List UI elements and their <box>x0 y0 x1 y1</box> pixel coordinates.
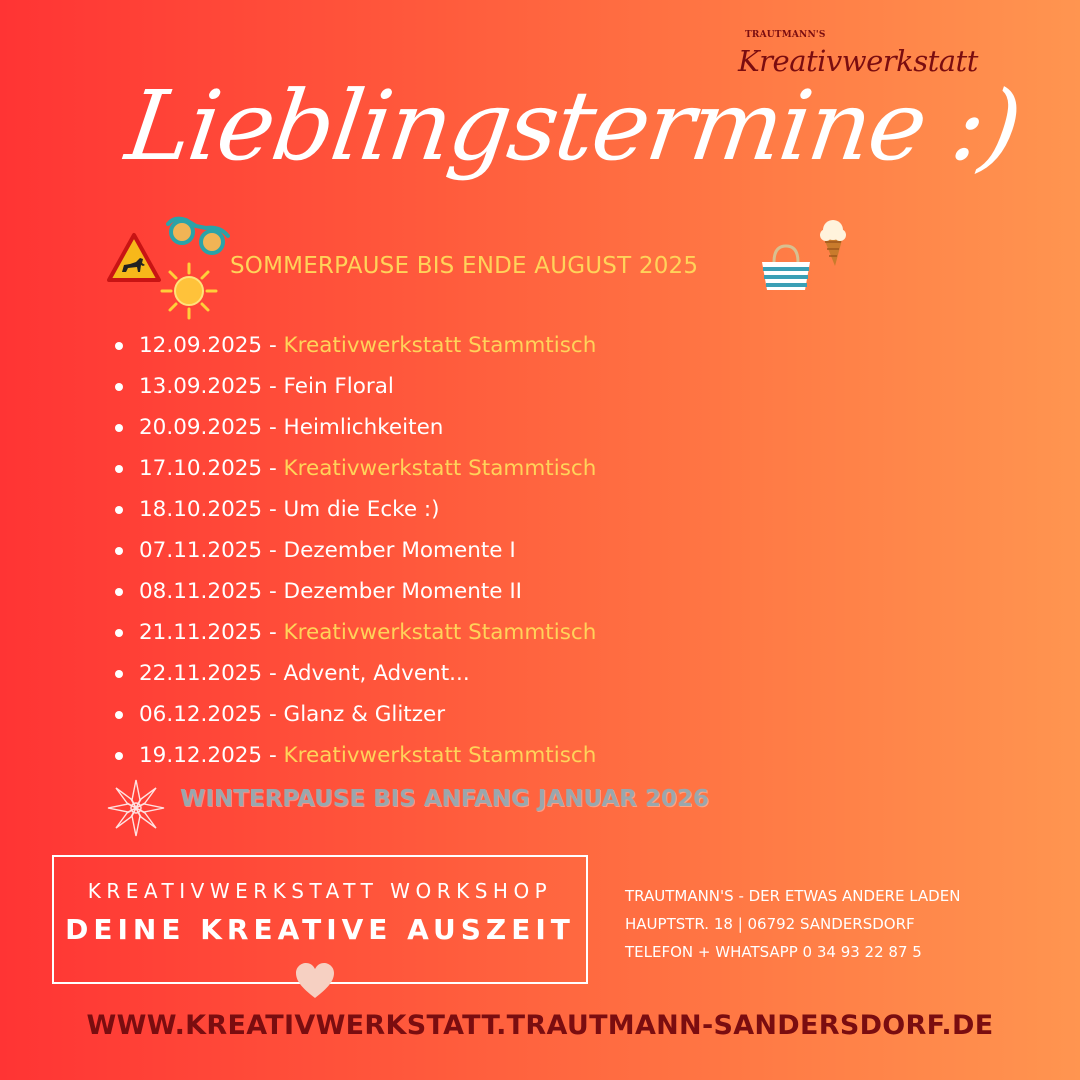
event-name: Glanz & Glitzer <box>283 702 446 727</box>
event-date: 17.10.2025 <box>139 456 263 481</box>
contact-address: HAUPTSTR. 18 | 06792 SANDERSDORF <box>625 915 915 933</box>
sunglasses-icon <box>166 214 230 258</box>
event-separator: - <box>262 374 284 399</box>
event-date: 06.12.2025 <box>139 702 263 727</box>
event-name: Kreativwerkstatt Stammtisch <box>283 620 597 645</box>
list-item <box>115 407 596 448</box>
event-name: Kreativwerkstatt Stammtisch <box>283 456 597 481</box>
event-separator: - <box>262 620 284 645</box>
event-separator: - <box>262 415 284 440</box>
event-date: 22.11.2025 <box>139 661 263 686</box>
list-item <box>115 571 596 612</box>
event-date: 12.09.2025 <box>139 333 263 358</box>
event-date: 07.11.2025 <box>139 538 263 563</box>
event-separator: - <box>262 661 284 686</box>
bullet-icon <box>115 383 123 391</box>
bullet-icon <box>115 588 123 596</box>
list-item <box>115 489 596 530</box>
event-name: Fein Floral <box>283 374 394 399</box>
event-date: 18.10.2025 <box>139 497 263 522</box>
workshop-title: KREATIVWERKSTATT WORKSHOP <box>87 879 553 903</box>
snowflake-icon <box>106 778 166 838</box>
list-item <box>115 325 596 366</box>
list-item <box>115 653 596 694</box>
summer-break-notice: SOMMERPAUSE BIS ENDE AUGUST 2025 <box>230 253 699 279</box>
brand-name-small: TRAUTMANN'S <box>745 30 826 40</box>
page-title: Lieblingstermine :) <box>120 70 1027 182</box>
list-item <box>115 694 596 735</box>
event-separator: - <box>262 579 284 604</box>
list-item <box>115 612 596 653</box>
bullet-icon <box>115 711 123 719</box>
event-separator: - <box>262 702 284 727</box>
beach-bag-icon <box>758 242 814 294</box>
contact-phone: TELEFON + WHATSAPP 0 34 93 22 87 5 <box>625 943 922 961</box>
event-date: 19.12.2025 <box>139 743 263 768</box>
contact-shop-name: TRAUTMANN'S - DER ETWAS ANDERE LADEN <box>625 887 961 905</box>
winter-break-notice: WINTERPAUSE BIS ANFANG JANUAR 2026 <box>180 786 709 812</box>
bullet-icon <box>115 547 123 555</box>
event-separator: - <box>262 456 284 481</box>
event-name: Kreativwerkstatt Stammtisch <box>283 333 597 358</box>
list-item <box>115 735 596 776</box>
event-name: Advent, Advent... <box>283 661 470 686</box>
event-date: 20.09.2025 <box>139 415 263 440</box>
heart-icon <box>294 962 336 1000</box>
bullet-icon <box>115 752 123 760</box>
ice-cream-icon <box>815 216 851 268</box>
event-separator: - <box>262 538 284 563</box>
bullet-icon <box>115 629 123 637</box>
event-name: Heimlichkeiten <box>283 415 444 440</box>
contact-info <box>625 882 960 966</box>
event-list <box>115 325 596 776</box>
event-separator: - <box>262 743 284 768</box>
sun-icon <box>160 262 218 320</box>
brand-logo-script: Kreativwerkstatt <box>738 44 978 78</box>
warning-sign-icon <box>106 232 162 284</box>
event-name: Um die Ecke :) <box>283 497 440 522</box>
event-date: 21.11.2025 <box>139 620 263 645</box>
event-separator: - <box>262 333 284 358</box>
bullet-icon <box>115 506 123 514</box>
bullet-icon <box>115 342 123 350</box>
event-name: Dezember Momente II <box>283 579 523 604</box>
bullet-icon <box>115 670 123 678</box>
bullet-icon <box>115 424 123 432</box>
list-item <box>115 448 596 489</box>
event-name: Kreativwerkstatt Stammtisch <box>283 743 597 768</box>
event-date: 08.11.2025 <box>139 579 263 604</box>
event-name: Dezember Momente I <box>283 538 516 563</box>
list-item <box>115 366 596 407</box>
bullet-icon <box>115 465 123 473</box>
event-date: 13.09.2025 <box>139 374 263 399</box>
workshop-tagline: DEINE KREATIVE AUSZEIT <box>65 913 575 946</box>
list-item <box>115 530 596 571</box>
event-separator: - <box>262 497 284 522</box>
website-url: WWW.KREATIVWERKSTATT.TRAUTMANN-SANDERSDORF.DE <box>86 1010 994 1041</box>
